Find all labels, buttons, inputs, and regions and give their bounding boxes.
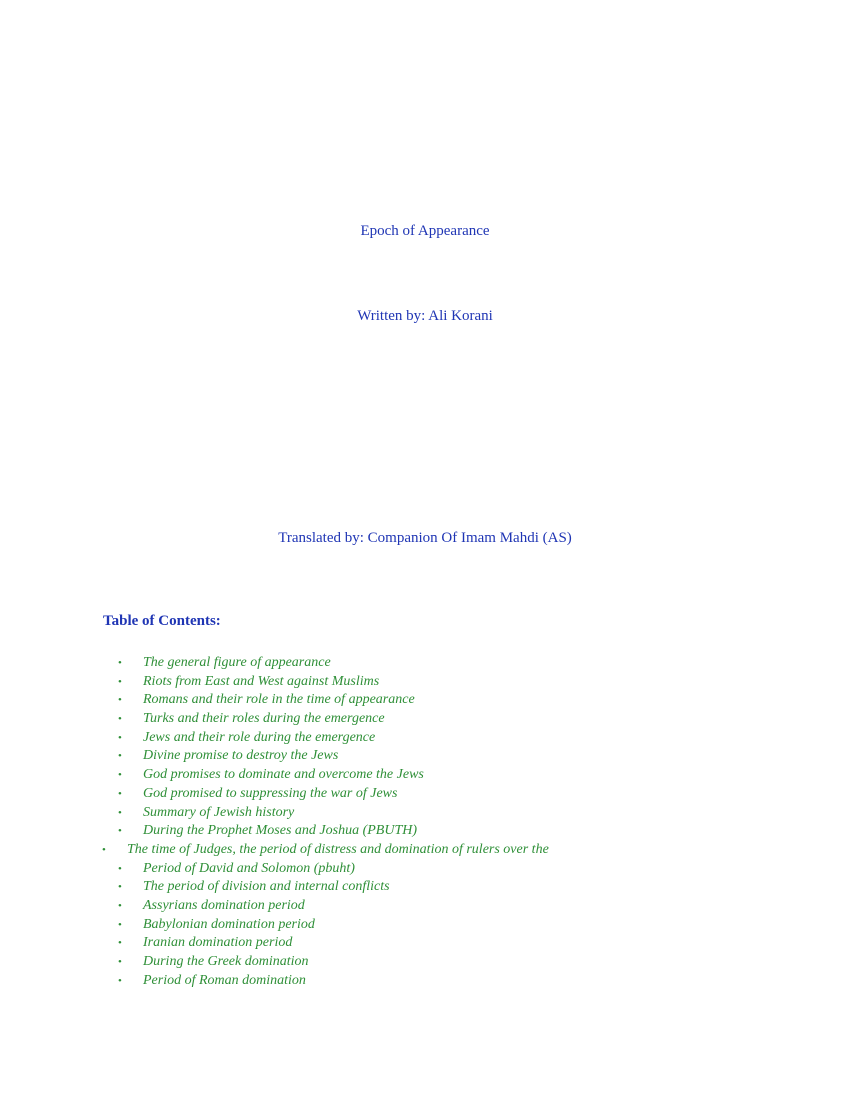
bullet-icon: •	[118, 731, 122, 744]
bullet-icon: •	[118, 750, 122, 763]
bullet-icon: •	[118, 974, 122, 987]
bullet-icon: •	[118, 769, 122, 782]
toc-item-label[interactable]: The time of Judges, the period of distress and domination of rulers over the	[127, 841, 549, 857]
bullet-icon: •	[118, 694, 122, 707]
toc-item-label[interactable]: The general figure of appearance	[143, 655, 331, 670]
bullet-icon: •	[118, 918, 122, 931]
toc-item-label[interactable]: God promises to dominate and overcome the Jews	[143, 767, 424, 783]
translator-line: Translated by: Companion Of Imam Mahdi (AS)	[278, 530, 572, 546]
bullet-icon: •	[118, 825, 122, 838]
bullet-icon: •	[118, 713, 122, 726]
toc-item-label[interactable]: During the Prophet Moses and Joshua (PBUTH)	[143, 823, 418, 839]
bullet-icon: •	[118, 862, 122, 875]
bullet-icon: •	[102, 843, 106, 856]
toc-item-label[interactable]: Summary of Jewish history	[143, 804, 295, 820]
toc-item-label[interactable]: God promised to suppressing the war of Jews	[143, 785, 398, 801]
bullet-icon: •	[118, 657, 122, 669]
toc-item-label[interactable]: Riots from East and West against Muslims	[143, 673, 380, 689]
bullet-icon: •	[118, 881, 122, 894]
bullet-icon: •	[118, 675, 122, 688]
bullet-icon: •	[118, 806, 122, 819]
bullet-icon: •	[118, 899, 122, 912]
toc-item-label[interactable]: During the Greek domination	[143, 954, 309, 969]
bullet-icon: •	[118, 937, 122, 950]
toc-item-label[interactable]: Babylonian domination period	[143, 916, 315, 932]
toc-item-label[interactable]: Period of David and Solomon (pbuht)	[143, 860, 355, 876]
author-line: Written by: Ali Korani	[357, 308, 493, 324]
toc-item-label[interactable]: Divine promise to destroy the Jews	[143, 748, 339, 764]
toc-item-label[interactable]: Iranian domination period	[143, 935, 293, 951]
bullet-icon: •	[118, 956, 122, 968]
bullet-icon: •	[118, 787, 122, 800]
toc-item-label[interactable]: Assyrians domination period	[143, 897, 305, 913]
toc-item-label[interactable]: Romans and their role in the time of appearance	[143, 692, 415, 708]
toc-heading: Table of Contents:	[103, 613, 221, 629]
toc-item-label[interactable]: Period of Roman domination	[143, 972, 306, 988]
document-title: Epoch of Appearance	[360, 223, 490, 239]
toc-item-label[interactable]: The period of division and internal conflicts	[143, 879, 390, 895]
toc-item-label[interactable]: Turks and their roles during the emergence	[143, 711, 385, 727]
toc-item-label[interactable]: Jews and their role during the emergence	[143, 729, 376, 745]
